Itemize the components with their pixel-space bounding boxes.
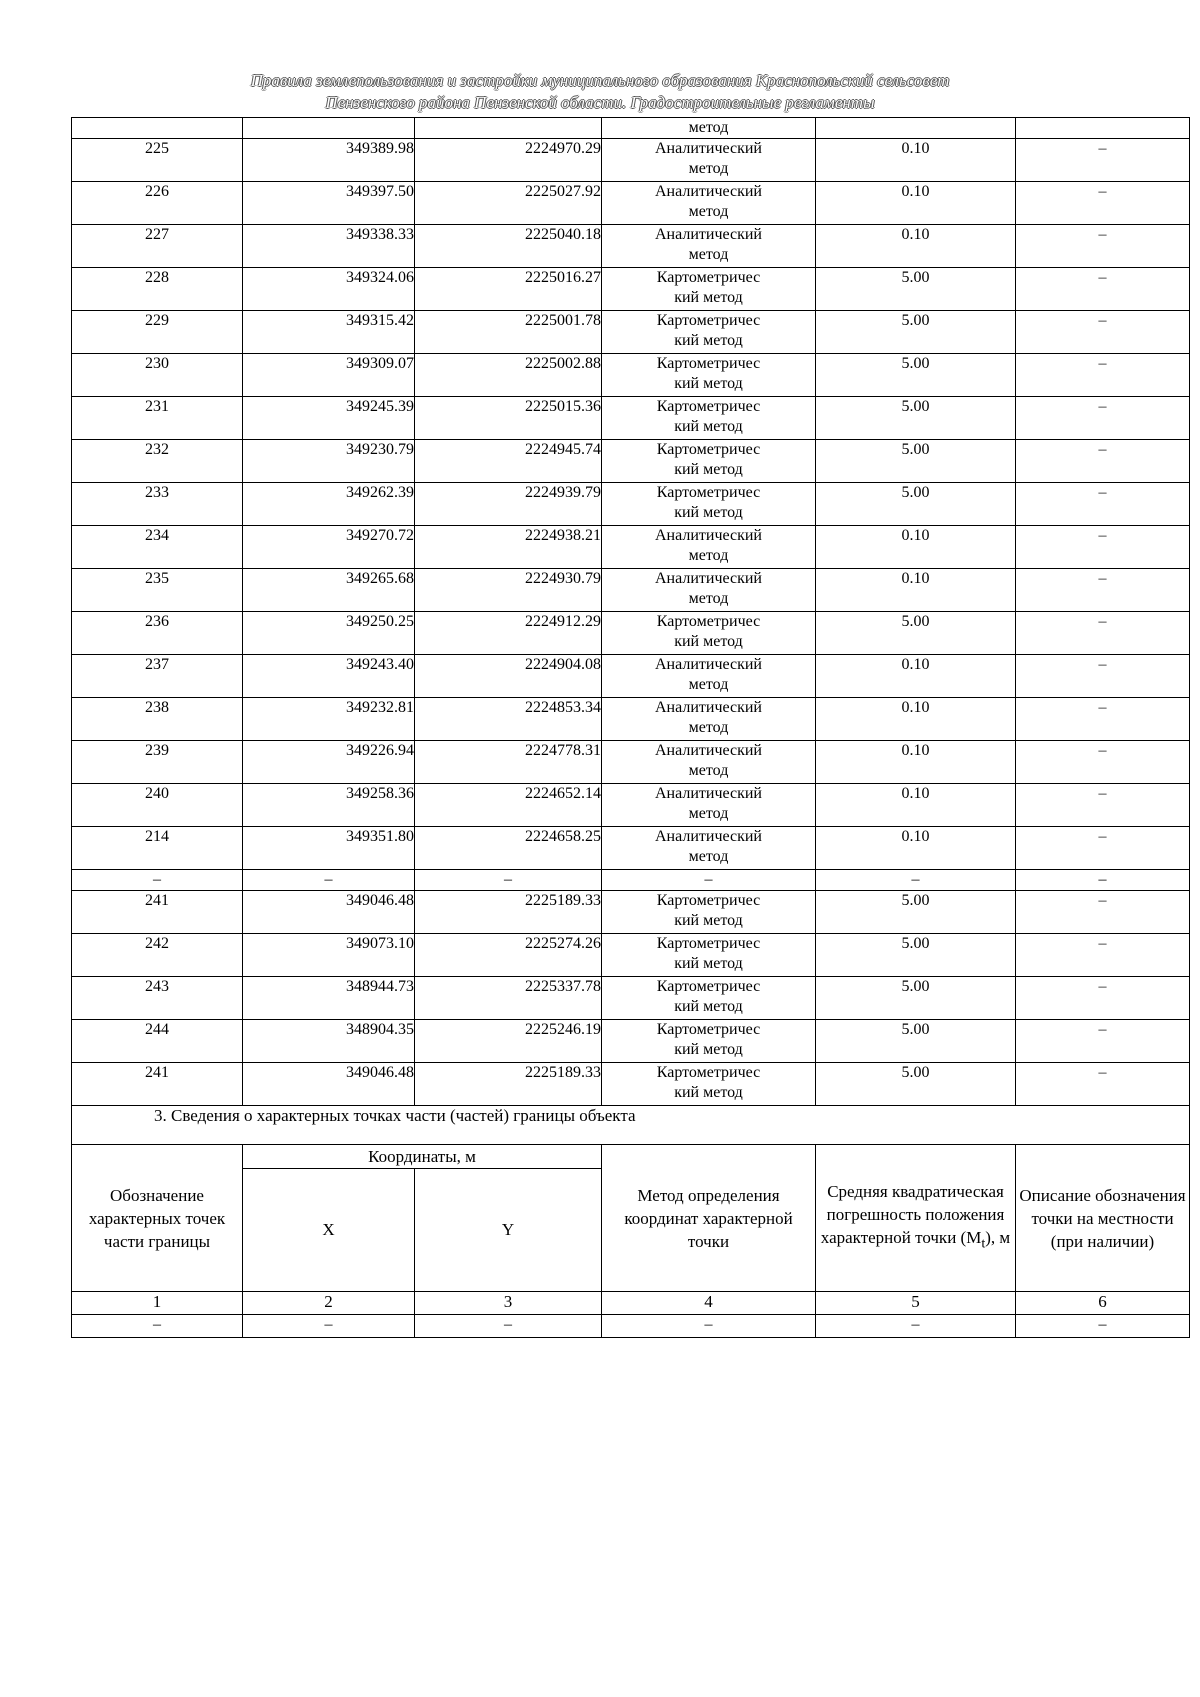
description-cell: –	[1016, 268, 1190, 311]
point-number-cell: 214	[72, 827, 243, 870]
header-accuracy-text: Средняя квадратическая погрешность положения характерной точки (M	[820, 1182, 1005, 1248]
method-cell	[602, 934, 816, 977]
x-coordinate-cell: 348944.73	[243, 977, 415, 1020]
accuracy-cell: 0.10	[816, 827, 1016, 870]
x-coordinate-cell: 349265.68	[243, 569, 415, 612]
y-coordinate-cell: 2225337.78	[415, 977, 602, 1020]
column-number-cell: 1	[72, 1292, 243, 1315]
method-line-1: Картометричес	[656, 269, 761, 286]
description-cell: –	[1016, 977, 1190, 1020]
description-cell: –	[1016, 139, 1190, 182]
x-coordinate-cell: 349338.33	[243, 225, 415, 268]
method-line-1: Аналитический	[654, 226, 762, 243]
method-cell	[602, 569, 816, 612]
method-line-2: кий метод	[674, 955, 743, 972]
description-cell: –	[1016, 569, 1190, 612]
method-cell	[602, 741, 816, 784]
table-cell	[72, 118, 243, 139]
table-row	[72, 139, 1190, 182]
description-cell: –	[1016, 655, 1190, 698]
method-line-2: кий метод	[674, 912, 743, 929]
header-accuracy	[816, 1145, 1016, 1292]
accuracy-cell: 0.10	[816, 182, 1016, 225]
method-line-2: кий метод	[674, 1084, 743, 1101]
x-coordinate-cell: 349226.94	[243, 741, 415, 784]
description-cell: –	[1016, 440, 1190, 483]
description-cell: –	[1016, 827, 1190, 870]
y-coordinate-cell: 2225002.88	[415, 354, 602, 397]
method-cell	[602, 526, 816, 569]
method-cell	[602, 483, 816, 526]
table-row	[72, 934, 1190, 977]
y-coordinate-cell: 2225001.78	[415, 311, 602, 354]
table-cell	[415, 118, 602, 139]
point-number-cell: 244	[72, 1020, 243, 1063]
x-coordinate-cell: 349309.07	[243, 354, 415, 397]
description-cell: –	[1016, 354, 1190, 397]
method-line-1: Аналитический	[654, 828, 762, 845]
x-coordinate-cell: 349243.40	[243, 655, 415, 698]
table-row	[72, 1063, 1190, 1106]
dash-cell: –	[816, 1315, 1016, 1338]
column-number-cell: 5	[816, 1292, 1016, 1315]
description-cell: –	[1016, 182, 1190, 225]
method-cell	[602, 891, 816, 934]
table-row	[72, 311, 1190, 354]
method-cell	[602, 977, 816, 1020]
method-line-1: Картометричес	[656, 398, 761, 415]
method-line-2: метод	[688, 203, 729, 220]
table-row	[72, 698, 1190, 741]
x-coordinate-cell: 348904.35	[243, 1020, 415, 1063]
accuracy-cell: 0.10	[816, 526, 1016, 569]
method-cell	[602, 1020, 816, 1063]
point-number-cell: 230	[72, 354, 243, 397]
header-line-1: Правила землепользования и застройки муниципального образования Краснопольский сельсовет	[250, 71, 950, 90]
y-coordinate-cell: 2225016.27	[415, 268, 602, 311]
method-line-1: Картометричес	[656, 1021, 761, 1038]
header-accuracy-unit: ), м	[985, 1228, 1011, 1248]
method-line-2: метод	[688, 848, 729, 865]
x-coordinate-cell: 349232.81	[243, 698, 415, 741]
table-row	[72, 526, 1190, 569]
point-number-cell: 238	[72, 698, 243, 741]
accuracy-cell: 5.00	[816, 934, 1016, 977]
table-cell	[1016, 118, 1190, 139]
coordinates-table	[71, 117, 1190, 1338]
method-line-2: кий метод	[674, 332, 743, 349]
accuracy-cell: 5.00	[816, 1020, 1016, 1063]
page-header	[70, 70, 1130, 114]
y-coordinate-cell: 2224945.74	[415, 440, 602, 483]
table-cell	[243, 118, 415, 139]
table-row	[72, 569, 1190, 612]
point-number-cell: 231	[72, 397, 243, 440]
method-line-1: Картометричес	[656, 355, 761, 372]
x-coordinate-cell: 349262.39	[243, 483, 415, 526]
method-cell	[602, 612, 816, 655]
y-coordinate-cell: 2224853.34	[415, 698, 602, 741]
method-line-1: Картометричес	[656, 935, 761, 952]
table-row	[72, 1315, 1190, 1338]
method-line-1: Картометричес	[656, 978, 761, 995]
separator-row	[72, 870, 1190, 891]
dash-cell: –	[415, 1315, 602, 1338]
description-cell: –	[1016, 612, 1190, 655]
method-line-1: Аналитический	[654, 570, 762, 587]
table-row	[72, 741, 1190, 784]
x-coordinate-cell: 349351.80	[243, 827, 415, 870]
method-cell	[602, 311, 816, 354]
dash-cell: –	[243, 1315, 415, 1338]
table-row	[72, 977, 1190, 1020]
point-number-cell: 235	[72, 569, 243, 612]
dash-cell: –	[243, 870, 415, 891]
accuracy-cell: 5.00	[816, 311, 1016, 354]
method-cell	[602, 397, 816, 440]
method-line-1: Аналитический	[654, 742, 762, 759]
dash-cell: –	[72, 1315, 243, 1338]
method-cell	[602, 354, 816, 397]
description-cell: –	[1016, 698, 1190, 741]
method-cell	[602, 225, 816, 268]
point-number-cell: 241	[72, 1063, 243, 1106]
point-number-cell: 241	[72, 891, 243, 934]
table-row	[72, 655, 1190, 698]
accuracy-cell: 5.00	[816, 397, 1016, 440]
table-row	[72, 612, 1190, 655]
accuracy-cell: 5.00	[816, 891, 1016, 934]
point-number-cell: 239	[72, 741, 243, 784]
point-number-cell: 240	[72, 784, 243, 827]
accuracy-cell: 0.10	[816, 784, 1016, 827]
header-coordinates: Координаты, м	[243, 1145, 602, 1169]
table-row	[72, 827, 1190, 870]
method-line-2: метод	[688, 719, 729, 736]
method-line-2: метод	[688, 805, 729, 822]
x-coordinate-cell: 349324.06	[243, 268, 415, 311]
method-line-1: Аналитический	[654, 140, 762, 157]
method-cell	[602, 268, 816, 311]
description-cell: –	[1016, 934, 1190, 977]
column-number-cell: 2	[243, 1292, 415, 1315]
y-coordinate-cell: 2225015.36	[415, 397, 602, 440]
y-coordinate-cell: 2224939.79	[415, 483, 602, 526]
description-cell: –	[1016, 741, 1190, 784]
point-number-cell: 236	[72, 612, 243, 655]
method-line-2: кий метод	[674, 418, 743, 435]
table-row	[72, 891, 1190, 934]
method-cell: метод	[602, 118, 816, 139]
header-description: Описание обозначения точки на местности (при наличии)	[1016, 1145, 1190, 1292]
column-number-cell: 6	[1016, 1292, 1190, 1315]
table-row	[72, 268, 1190, 311]
dash-cell: –	[1016, 870, 1190, 891]
point-number-cell: 229	[72, 311, 243, 354]
y-coordinate-cell: 2225040.18	[415, 225, 602, 268]
y-coordinate-cell: 2225189.33	[415, 891, 602, 934]
header-accuracy-subscript: t	[981, 1235, 986, 1252]
dash-cell: –	[602, 1315, 816, 1338]
y-coordinate-cell: 2224938.21	[415, 526, 602, 569]
accuracy-cell: 5.00	[816, 977, 1016, 1020]
table-row	[72, 483, 1190, 526]
section-title: 3. Сведения о характерных точках части (частей) границы объекта	[72, 1106, 1190, 1145]
table-cell	[816, 118, 1016, 139]
table-row	[72, 182, 1190, 225]
column-numbers-row	[72, 1292, 1190, 1315]
point-number-cell: 234	[72, 526, 243, 569]
method-line-2: кий метод	[674, 1041, 743, 1058]
method-line-1: Картометричес	[656, 312, 761, 329]
method-line-1: Картометричес	[656, 1064, 761, 1081]
x-coordinate-cell: 349046.48	[243, 1063, 415, 1106]
header-x: X	[243, 1169, 415, 1292]
method-line-1: Аналитический	[654, 527, 762, 544]
x-coordinate-cell: 349258.36	[243, 784, 415, 827]
method-line-1: Картометричес	[656, 613, 761, 630]
method-cell	[602, 698, 816, 741]
description-cell: –	[1016, 526, 1190, 569]
accuracy-cell: 0.10	[816, 741, 1016, 784]
method-line-1: Аналитический	[654, 699, 762, 716]
y-coordinate-cell: 2224970.29	[415, 139, 602, 182]
y-coordinate-cell: 2224912.29	[415, 612, 602, 655]
y-coordinate-cell: 2224930.79	[415, 569, 602, 612]
accuracy-cell: 0.10	[816, 655, 1016, 698]
description-cell: –	[1016, 891, 1190, 934]
header-y: Y	[415, 1169, 602, 1292]
dash-cell: –	[1016, 1315, 1190, 1338]
x-coordinate-cell: 349270.72	[243, 526, 415, 569]
method-line-2: метод	[688, 160, 729, 177]
x-coordinate-cell: 349389.98	[243, 139, 415, 182]
accuracy-cell: 0.10	[816, 139, 1016, 182]
method-line-2: кий метод	[674, 633, 743, 650]
method-cell	[602, 440, 816, 483]
column-number-cell: 4	[602, 1292, 816, 1315]
x-coordinate-cell: 349046.48	[243, 891, 415, 934]
method-line-1: Картометричес	[656, 484, 761, 501]
point-number-cell: 225	[72, 139, 243, 182]
y-coordinate-cell: 2225274.26	[415, 934, 602, 977]
method-line-2: метод	[688, 547, 729, 564]
point-number-cell: 242	[72, 934, 243, 977]
accuracy-cell: 0.10	[816, 698, 1016, 741]
x-coordinate-cell: 349230.79	[243, 440, 415, 483]
method-line-1: Аналитический	[654, 183, 762, 200]
accuracy-cell: 5.00	[816, 483, 1016, 526]
method-line-2: кий метод	[674, 998, 743, 1015]
dash-cell: –	[415, 870, 602, 891]
dash-cell: –	[816, 870, 1016, 891]
method-line-2: кий метод	[674, 461, 743, 478]
accuracy-cell: 5.00	[816, 354, 1016, 397]
header-method: Метод определения координат характерной точки	[602, 1145, 816, 1292]
dash-cell: –	[602, 870, 816, 891]
method-cell	[602, 1063, 816, 1106]
accuracy-cell: 5.00	[816, 612, 1016, 655]
method-line-2: метод	[688, 762, 729, 779]
section-title-row	[72, 1106, 1190, 1145]
accuracy-cell: 5.00	[816, 268, 1016, 311]
point-number-cell: 237	[72, 655, 243, 698]
method-cell	[602, 139, 816, 182]
table-row	[72, 784, 1190, 827]
method-line-2: метод	[688, 590, 729, 607]
method-line-1: Аналитический	[654, 656, 762, 673]
point-number-cell: 232	[72, 440, 243, 483]
y-coordinate-cell: 2224658.25	[415, 827, 602, 870]
point-number-cell: 228	[72, 268, 243, 311]
description-cell: –	[1016, 397, 1190, 440]
description-cell: –	[1016, 1063, 1190, 1106]
method-line-2: кий метод	[674, 375, 743, 392]
x-coordinate-cell: 349250.25	[243, 612, 415, 655]
method-cell	[602, 182, 816, 225]
method-line-1: Картометричес	[656, 892, 761, 909]
point-number-cell: 233	[72, 483, 243, 526]
method-cell	[602, 827, 816, 870]
method-line-1: Аналитический	[654, 785, 762, 802]
accuracy-cell: 5.00	[816, 440, 1016, 483]
y-coordinate-cell: 2224904.08	[415, 655, 602, 698]
y-coordinate-cell: 2225246.19	[415, 1020, 602, 1063]
accuracy-cell: 5.00	[816, 1063, 1016, 1106]
y-coordinate-cell: 2224778.31	[415, 741, 602, 784]
column-number-cell: 3	[415, 1292, 602, 1315]
table-row	[72, 118, 1190, 139]
description-cell: –	[1016, 311, 1190, 354]
header-row	[72, 1145, 1190, 1169]
accuracy-cell: 0.10	[816, 569, 1016, 612]
method-cell	[602, 784, 816, 827]
x-coordinate-cell: 349073.10	[243, 934, 415, 977]
point-number-cell: 243	[72, 977, 243, 1020]
point-number-cell: 226	[72, 182, 243, 225]
header-line-2: Пензенского района Пензенской области. Градостроительные регламенты	[325, 93, 875, 112]
method-line-2: кий метод	[674, 289, 743, 306]
table-row	[72, 397, 1190, 440]
method-line-2: метод	[688, 676, 729, 693]
description-cell: –	[1016, 483, 1190, 526]
description-cell: –	[1016, 225, 1190, 268]
table-row	[72, 440, 1190, 483]
dash-cell: –	[72, 870, 243, 891]
y-coordinate-cell: 2224652.14	[415, 784, 602, 827]
method-line-2: кий метод	[674, 504, 743, 521]
point-number-cell: 227	[72, 225, 243, 268]
x-coordinate-cell: 349315.42	[243, 311, 415, 354]
table-row	[72, 225, 1190, 268]
x-coordinate-cell: 349245.39	[243, 397, 415, 440]
method-cell	[602, 655, 816, 698]
method-line-1: Картометричес	[656, 441, 761, 458]
method-line-2: метод	[688, 246, 729, 263]
y-coordinate-cell: 2225189.33	[415, 1063, 602, 1106]
accuracy-cell: 0.10	[816, 225, 1016, 268]
y-coordinate-cell: 2225027.92	[415, 182, 602, 225]
table-row	[72, 354, 1190, 397]
description-cell: –	[1016, 784, 1190, 827]
description-cell: –	[1016, 1020, 1190, 1063]
header-point-designation: Обозначение характерных точек части границы	[72, 1145, 243, 1292]
x-coordinate-cell: 349397.50	[243, 182, 415, 225]
table-row	[72, 1020, 1190, 1063]
